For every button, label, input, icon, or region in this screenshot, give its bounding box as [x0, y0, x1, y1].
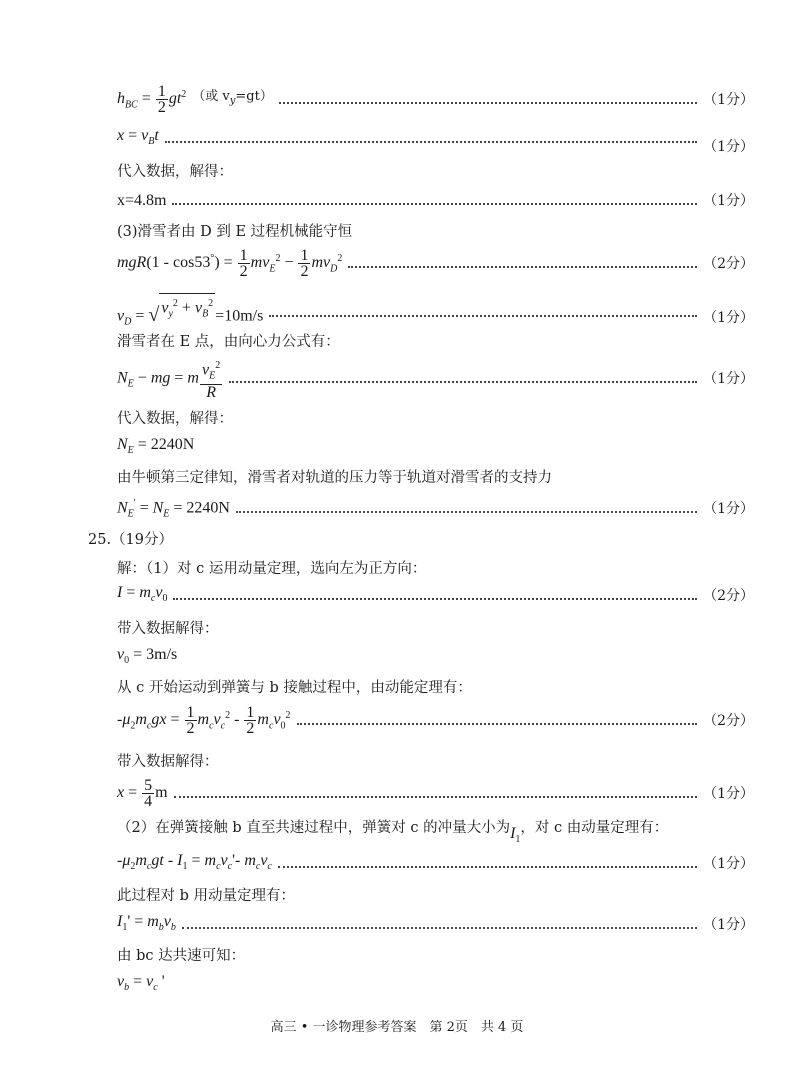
eq-kinetic: $-\mu_2m_cgx$ = $\frac{1}{2}$ $m_cv_c^2$ - $\frac{1}{2}$ $m_cv_0^2$ （2分）: [117, 704, 754, 737]
eq-momentum-b: $I_1' = m_bv_b$ （1分）: [117, 913, 754, 934]
text-part2: （2）在弹簧接触 b 直至共速过程中，弹簧对 c 的冲量大小为$I_1$，对 c 由动量定理有：: [117, 820, 669, 846]
question-25: 25.（19分）: [88, 532, 174, 548]
text-at-e: 滑雪者在 E 点，由向心力公式有：: [117, 334, 340, 350]
eq-vd: $v_D$ = √ $v_y^2 + v_B^2$ =10m/s （1分）: [117, 293, 754, 333]
text-q25-intro: 解：（1）对 c 运用动量定理，选向左为正方向：: [117, 561, 427, 577]
text-from-c: 从 c 开始运动到弹簧与 b 接触过程中，由动能定理有：: [117, 680, 472, 696]
text-newton3: 由牛顿第三定律知，滑雪者对轨道的压力等于轨道对滑雪者的支持力: [117, 470, 552, 486]
eq-ne-result: $N_E = 2240N$: [117, 436, 195, 457]
eq-momentum-c: $-\mu_2m_cgt - I_1 = m_cv_c'-$ $m_cv_c$ （1分）: [117, 852, 754, 873]
text-daishu2: 代入数据，解得：: [117, 411, 233, 427]
text-bc-common: 由 bc 达共速可知：: [117, 948, 246, 964]
eq-centripetal: $N_E$ − mg = m $\frac{v_E^2}{R}$ （1分）: [117, 360, 754, 401]
text-for-b: 此过程对 b 用动量定理有：: [117, 888, 295, 904]
eq-v0-result: $v_0 = 3m/s$: [117, 646, 178, 667]
eq-x-result: x=4.8m （1分）: [117, 192, 754, 209]
eq-x-vbt: $x = v_Bt$ （1分）: [117, 127, 754, 156]
eq-impulse: $I = m_cv_0$ （2分）: [117, 584, 754, 605]
text-daishu: 代入数据，解得：: [117, 164, 233, 180]
score: （1分）: [703, 91, 754, 108]
text-dairu1: 带入数据解得：: [117, 621, 219, 637]
text-part3: (3)滑雪者由 D 到 E 过程机械能守恒: [117, 224, 353, 240]
text-dairu2: 带入数据解得：: [117, 754, 219, 770]
eq-energy: mgR(1 - cos53°) = $\frac{1}{2}$ $mv_E^2$ − $\frac{1}{2}$ $mv_D^2$ （2分）: [117, 247, 754, 280]
eq-x-frac: x = $\frac{5}{4}$ m （1分）: [117, 777, 754, 810]
eq-hbc: $h_{BC}$ = $\frac{1}{2}$ $gt^2$ （或 $v_y=gt$） （1分）: [117, 83, 754, 116]
eq-vb-vc: $v_b = v_c$ ': [117, 973, 165, 994]
eq-ne-prime: $N_E' = N_E = 2240N$ （1分）: [117, 498, 754, 520]
page-footer: 高三 • 一诊物理参考答案 第 2页 共 4 页: [270, 1020, 524, 1035]
